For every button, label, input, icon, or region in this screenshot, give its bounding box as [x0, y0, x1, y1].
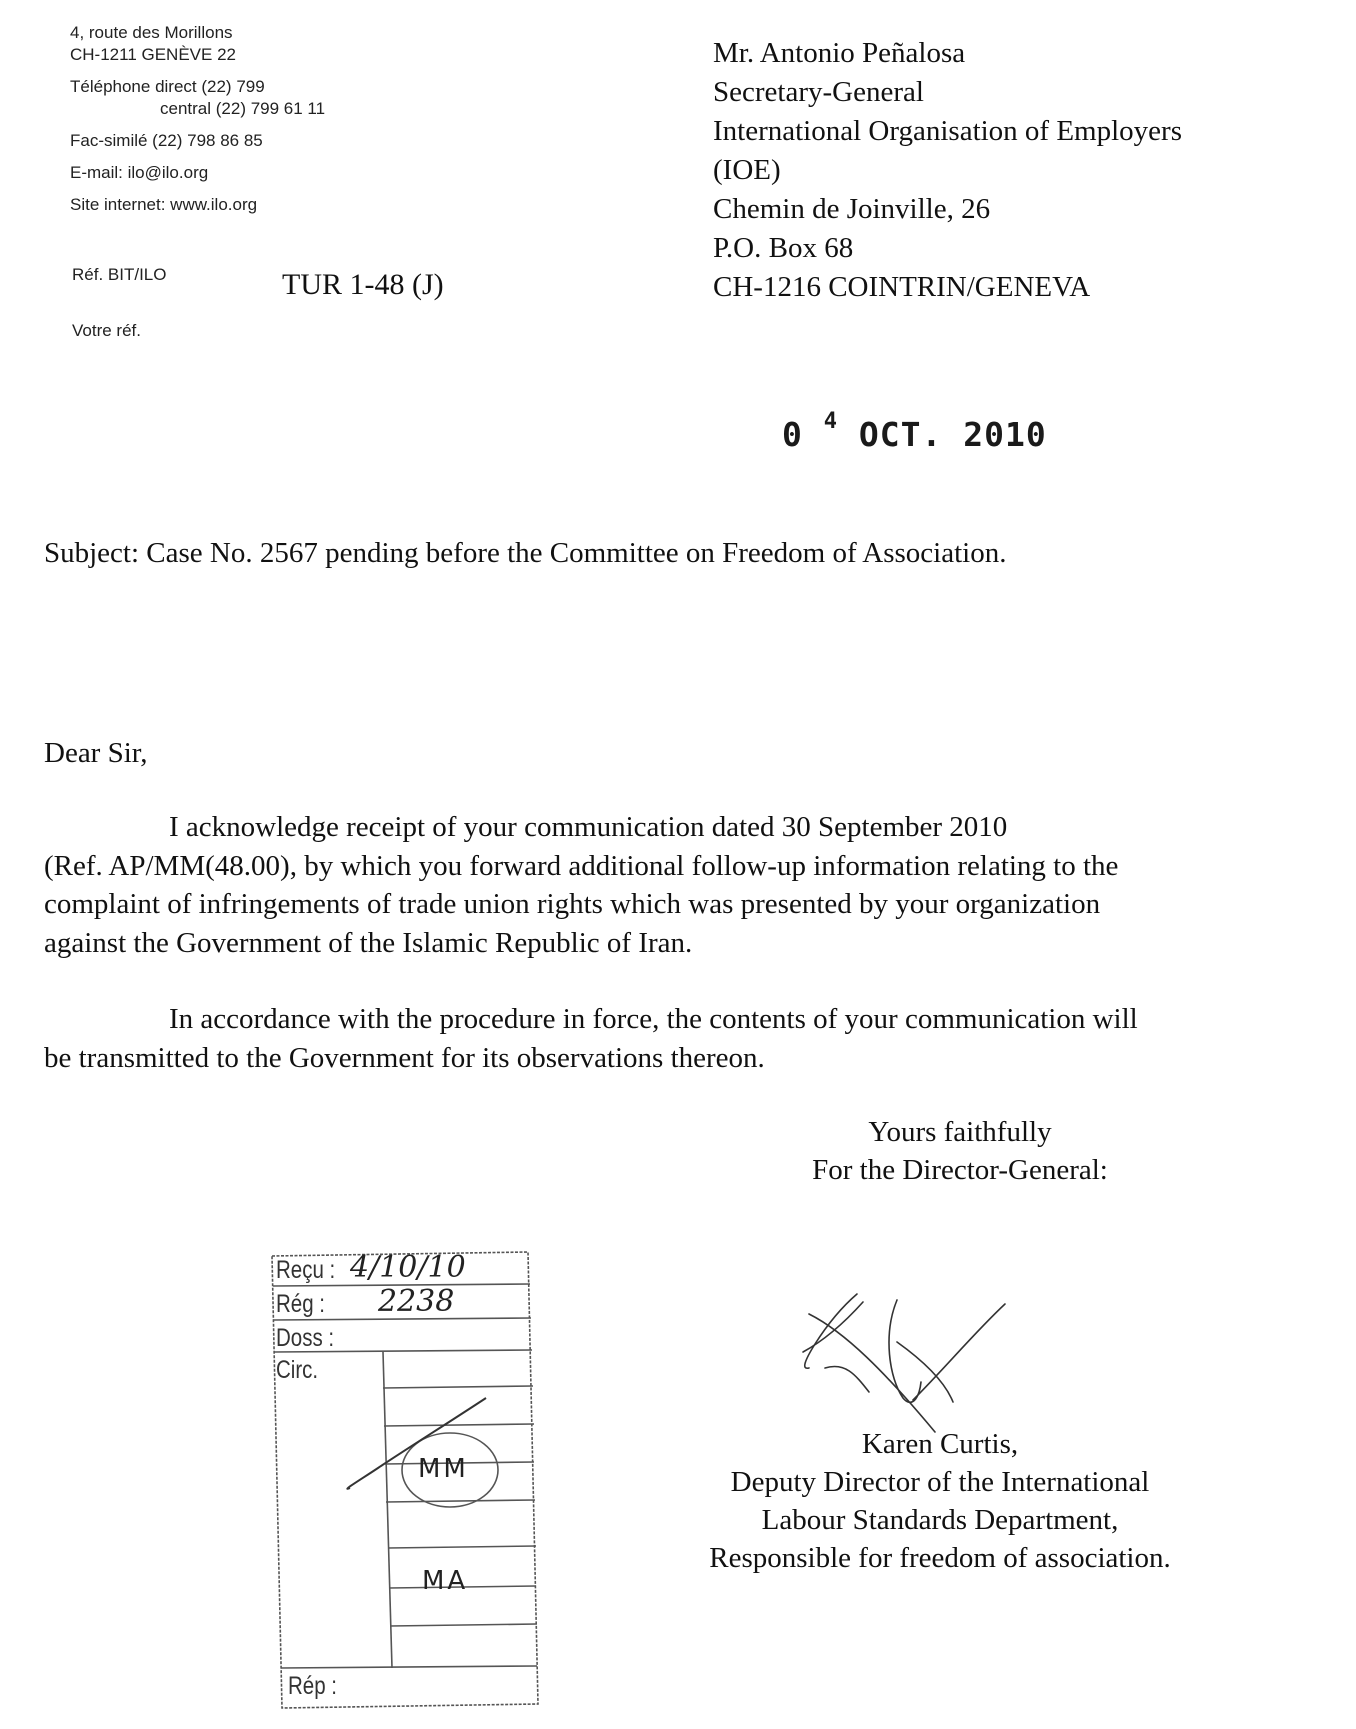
paragraph-line: be transmitted to the Government for its observations thereon. [44, 1041, 765, 1074]
body-paragraph-1 [44, 808, 1284, 962]
received-label: Reçu : [276, 1256, 336, 1284]
sender-city-line: CH-1211 GENÈVE 22 [70, 45, 236, 64]
reference-label: Réf. BIT/ILO [72, 265, 167, 284]
addressee-name: Mr. Antonio Peñalosa [713, 37, 966, 69]
sender-address-block [70, 22, 325, 216]
addressee-block [713, 34, 1182, 307]
paragraph-line: complaint of infringements of trade union rights which was presented by your organization [44, 888, 1101, 920]
signer-title: Responsible for freedom of association. [709, 1542, 1171, 1574]
date-stamp-day-digit: 4 [823, 409, 838, 434]
date-stamp-month-year: OCT. 2010 [858, 415, 1047, 454]
paragraph-line: (Ref. AP/MM(48.00), by which you forward additional follow-up information relating to the [44, 849, 1119, 882]
sender-phone-central: central (22) 799 61 11 [160, 99, 326, 118]
initials-mm: MM [418, 1454, 469, 1484]
signer-name: Karen Curtis, [861, 1428, 1019, 1460]
circulation-label: Circ. [276, 1356, 319, 1384]
closing-line: Yours faithfully [868, 1116, 1052, 1148]
sender-email: E-mail: ilo@ilo.org [70, 163, 209, 182]
addressee-street: Chemin de Joinville, 26 [713, 193, 991, 225]
addressee-organisation: International Organisation of Employers [713, 115, 1182, 147]
date-stamp-day-prefix: 0 [782, 415, 803, 454]
subject-line: Subject: Case No. 2567 pending before the Committee on Freedom of Association. [44, 537, 1007, 569]
closing-line: For the Director-General: [812, 1154, 1108, 1186]
registration-label: Rég : [276, 1290, 326, 1318]
addressee-city: CH-1216 COINTRIN/GENEVA [713, 271, 1091, 303]
initials-ma: MA [422, 1566, 469, 1596]
registration-number-handwritten: 2238 [378, 1284, 455, 1319]
reference-code: TUR 1-48 (J) [282, 268, 444, 301]
closing-block [700, 1113, 1220, 1189]
file-label: Doss : [276, 1324, 335, 1352]
paragraph-line: against the Government of the Islamic Republic of Iran. [44, 926, 693, 959]
paragraph-line: In accordance with the procedure in force, the contents of your communication will [169, 1003, 1138, 1035]
your-reference-label: Votre réf. [72, 321, 141, 340]
paragraph-line: I acknowledge receipt of your communication dated 30 September 2010 [169, 811, 1008, 843]
sender-phone-direct: Téléphone direct (22) 799 [70, 77, 265, 96]
sender-website: Site internet: www.ilo.org [70, 195, 258, 214]
received-date-handwritten: 4/10/10 [350, 1250, 466, 1285]
handwritten-signature [785, 1282, 1015, 1442]
addressee-title: Secretary-General [713, 76, 924, 108]
salutation: Dear Sir, [44, 737, 148, 769]
signer-title: Labour Standards Department, [761, 1504, 1119, 1536]
date-stamp [782, 409, 1047, 454]
sender-address-line: 4, route des Morillons [70, 23, 233, 42]
reply-label: Rép : [288, 1672, 338, 1700]
addressee-organisation-abbr: (IOE) [713, 154, 781, 186]
reception-stamp [268, 1248, 540, 1710]
addressee-po-box: P.O. Box 68 [713, 232, 854, 264]
body-paragraph-2 [44, 1000, 1284, 1077]
signer-block [630, 1425, 1250, 1577]
signer-title: Deputy Director of the International [730, 1466, 1150, 1498]
sender-fax: Fac-similé (22) 798 86 85 [70, 131, 263, 150]
